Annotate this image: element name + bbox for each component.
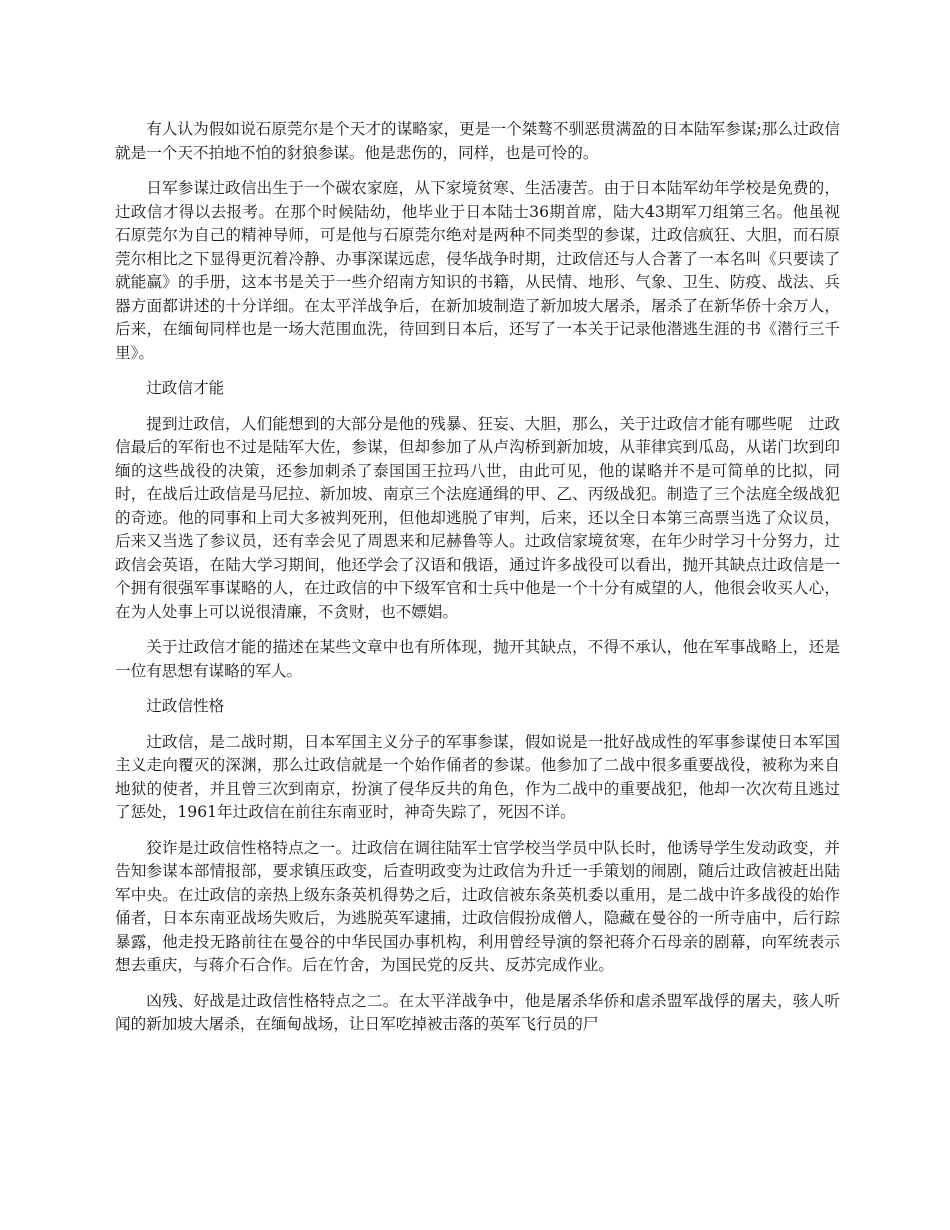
paragraph-background: 日军参谋辻政信出生于一个碳农家庭，从下家境贫寒、生活凄苦。由于日本陆军幼年学校是免费的，辻政信才得以去报考。在那个时候陆幼，他毕业于日本陆士36期首席，陆大43期军刀组第三名。他虽视石原莞尔为自己的精神导师，可是他与石原莞尔绝对是两种不同类型的参谋，辻政信疯狂、大胆，而石原莞尔相比之下显得更沉着冷静、办事深谋远虑，侵华战争时期，辻政信还与人合著了一本名叫《只要读了就能赢》的手册，这本书是关于一些介绍南方知识的书籍，从民情、地形、气象、卫生、防疫、战法、兵器方面都讲述的十分详细。在太平洋战争后，在新加坡制造了新加坡大屠杀，屠杀了在新华侨十余万人，后来，在缅甸同样也是一场大范围血洗，待回到日本后，还写了一本关于记录他潜逃生涯的书《潜行三千里》。 — [115, 179, 840, 362]
paragraph-talent-summary: 关于辻政信才能的描述在某些文章中也有所体现，抛开其缺点，不得不承认，他在军事战略上，还是一位有思想有谋略的军人。 — [115, 638, 840, 680]
paragraph-character-intro: 辻政信，是二战时期，日本军国主义分子的军事参谋，假如说是一批好战成性的军事参谋使日本军国主义走向覆灭的深渊，那么辻政信就是一个始作俑者的参谋。他参加了二战中很多重要战役，被称为来自地狱的使者，并且曾三次到南京，扮演了侵华反共的角色，作为二战中的重要战犯，他却一次次苟且逃过了惩处，1961年辻政信在前往东南亚时，神奇失踪了，死因不详。 — [115, 732, 840, 821]
paragraph-talent-detail: 提到辻政信，人们能想到的大部分是他的残暴、狂妄、大胆，那么，关于辻政信才能有哪些呢 辻政信最后的军衔也不过是陆军大佐，参谋，但却参加了从卢沟桥到新加坡，从菲律宾到瓜岛，从诺门坎到印缅的这些战役的决策，还参加刺杀了泰国国王拉玛八世，由此可见，他的谋略并不是可简单的比拟，同时，在战后辻政信是马尼拉、新加坡、南京三个法庭通缉的甲、乙、丙级战犯。制造了三个法庭全级战犯的奇迹。他的同事和上司大多被判死刑，但他却逃脱了审判，后来，还以全日本第三高票当选了众议员，后来又当选了参议员，还有幸会见了周恩来和尼赫鲁等人。辻政信家境贫寒，在年少时学习十分努力，辻政信会英语，在陆大学习期间，他还学会了汉语和俄语，通过许多战役可以看出，抛开其缺点辻政信是一个拥有很强军事谋略的人，在辻政信的中下级军官和士兵中他是一个十分有威望的人，他很会收买人心，在为人处事上可以说很清廉，不贪财，也不嫖娼。 — [115, 414, 840, 621]
paragraph-intro: 有人认为假如说石原莞尔是个天才的谋略家，更是一个桀骜不驯恶贯满盈的日本陆军参谋;那么辻政信就是一个天不拍地不怕的豺狼参谋。他是悲伤的，同样，也是可怜的。 — [115, 120, 840, 162]
document-body — [115, 118, 840, 1049]
paragraph-character-brutal: 凶残、好战是辻政信性格特点之二。在太平洋战争中，他是屠杀华侨和虐杀盟军战俘的屠夫，骇人听闻的新加坡大屠杀，在缅甸战场，让日军吃掉被击落的英军飞行员的尸 — [115, 991, 840, 1033]
section-heading-character: 辻政信性格 — [146, 697, 225, 715]
paragraph-character-cunning: 狡诈是辻政信性格特点之一。辻政信在调往陆军士官学校当学员中队长时，他诱导学生发动政变，并告知参谋本部情报部，要求镇压政变，后查明政变为辻政信为升迁一手策划的闹剧，随后辻政信被赶出陆军中央。在辻政信的亲热上级东条英机得势之后，辻政信被东条英机委以重用，是二战中许多战役的始作俑者，日本东南亚战场失败后，为逃脱英军逮捕，辻政信假扮成僧人，隐藏在曼谷的一所寺庙中，后行踪暴露，他走投无路前往在曼谷的中华民国办事机构，利用曾经导演的祭祀蒋介石母亲的剧幕，向军统表示想去重庆，与蒋介石合作。后在竹舍，为国民党的反共、反苏完成作业。 — [115, 838, 840, 974]
section-heading-talent: 辻政信才能 — [146, 379, 225, 397]
